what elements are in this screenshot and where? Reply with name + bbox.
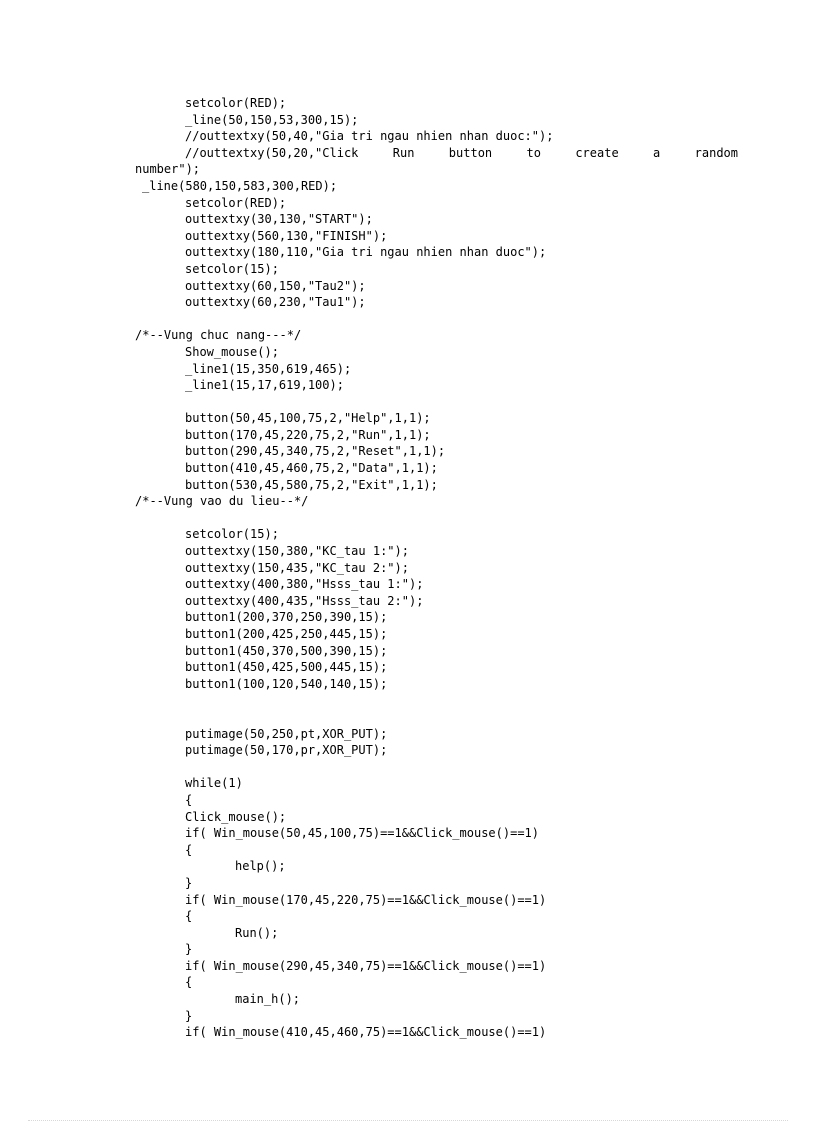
code-line: while(1) [185,776,243,791]
code-line: } [185,1008,193,1023]
code-line: button(290,45,340,75,2,"Reset",1,1); [185,444,446,459]
code-line: setcolor(RED); [185,96,287,110]
blank-line [0,394,816,411]
page-bottom-divider [28,1120,788,1121]
code-comment: /*--Vung chuc nang---*/ [135,328,302,343]
code-comment: /*--Vung vao du lieu--*/ [135,494,309,509]
code-line: putimage(50,170,pr,XOR_PUT); [185,743,388,758]
code-line: { [185,792,193,807]
code-line: number"); [135,162,201,177]
code-line: setcolor(15); [185,527,279,542]
code-line: outtextxy(150,380,"KC_tau 1:"); [185,544,409,559]
code-listing [0,95,816,1041]
code-line: Click_mouse(); [185,809,287,824]
code-line: outtextxy(400,435,"Hsss_tau 2:"); [185,593,424,608]
code-line: outtextxy(60,230,"Tau1"); [185,295,366,310]
code-line: outtextxy(560,130,"FINISH"); [185,228,388,243]
code-line: button(50,45,100,75,2,"Help",1,1); [185,411,431,426]
code-line: _line(50,150,53,300,15); [185,112,359,127]
code-line: button(530,45,580,75,2,"Exit",1,1); [185,477,438,492]
code-line: if( Win_mouse(290,45,340,75)==1&&Click_mouse()==1) [185,958,547,973]
code-line: _line1(15,350,619,465); [185,361,352,376]
code-line: } [185,875,193,890]
code-line: putimage(50,250,pt,XOR_PUT); [185,726,388,741]
blank-line [0,510,816,527]
blank-line [0,311,816,328]
code-line: outtextxy(30,130,"START"); [185,212,373,227]
code-line: //outtextxy(50,40,"Gia tri ngau nhien nhan duoc:"); [185,129,554,144]
code-line: setcolor(RED); [185,195,287,210]
code-line: outtextxy(400,380,"Hsss_tau 1:"); [185,577,424,592]
code-line: if( Win_mouse(170,45,220,75)==1&&Click_mouse()==1) [185,892,547,907]
blank-line [0,759,816,776]
code-line: button1(450,425,500,445,15); [185,660,388,675]
blank-line [0,692,816,709]
code-line: Show_mouse(); [185,344,279,359]
code-line: } [185,942,193,957]
code-line: button(170,45,220,75,2,"Run",1,1); [185,427,431,442]
code-line: { [185,842,193,857]
code-line: { [185,909,193,924]
code-line: if( Win_mouse(410,45,460,75)==1&&Click_mouse()==1) [185,1025,547,1040]
code-line: { [185,975,193,990]
code-line: if( Win_mouse(50,45,100,75)==1&&Click_mouse()==1) [185,826,540,841]
code-line: outtextxy(180,110,"Gia tri ngau nhien nhan duoc"); [185,245,547,260]
code-line: button1(100,120,540,140,15); [185,676,388,691]
code-line: button1(450,370,500,390,15); [185,643,388,658]
code-line: _line(580,150,583,300,RED); [142,178,338,193]
blank-line [0,709,816,726]
code-line: Run(); [235,925,279,940]
code-line: //outtextxy(50,20,"Click Run button to create a random [185,145,738,160]
code-line: button1(200,370,250,390,15); [185,610,388,625]
code-line: outtextxy(150,435,"KC_tau 2:"); [185,560,409,575]
code-line: _line1(15,17,619,100); [185,378,344,393]
code-line: main_h(); [235,992,301,1007]
code-line: button1(200,425,250,445,15); [185,627,388,641]
code-line: outtextxy(60,150,"Tau2"); [185,278,366,293]
code-line: setcolor(15); [185,261,279,276]
code-line: help(); [235,859,286,874]
code-line: button(410,45,460,75,2,"Data",1,1); [185,461,438,476]
